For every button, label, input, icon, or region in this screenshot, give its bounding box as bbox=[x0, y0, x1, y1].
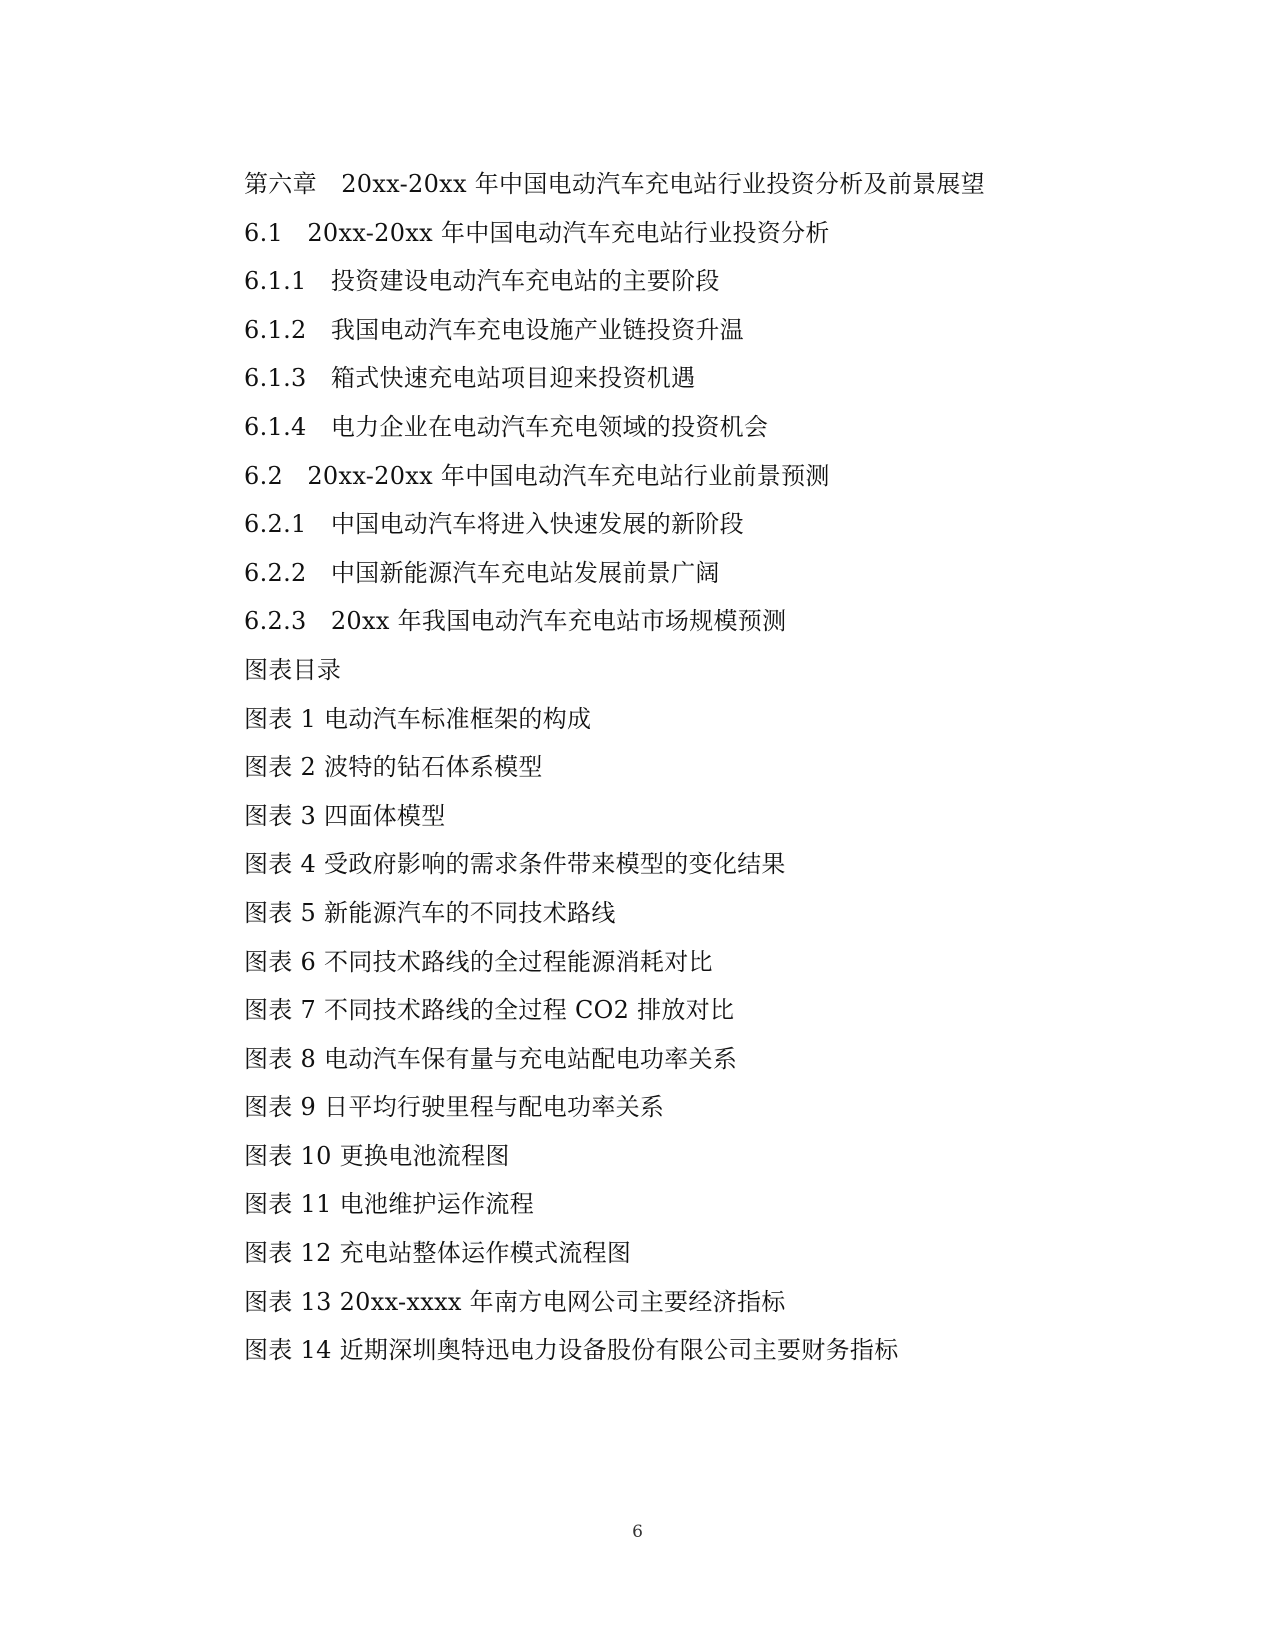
figure-list-heading: 图表目录 bbox=[244, 655, 342, 684]
figure-list-item-9: 图表 9 日平均行驶里程与配电功率关系 bbox=[244, 1093, 665, 1122]
page-number: 6 bbox=[632, 1522, 643, 1542]
toc-section-6-2-2: 6.2.2 中国新能源汽车充电站发展前景广阔 bbox=[244, 558, 720, 587]
toc-section-6-1-3: 6.1.3 箱式快速充电站项目迎来投资机遇 bbox=[244, 364, 696, 393]
figure-list-item-14: 图表 14 近期深圳奥特迅电力设备股份有限公司主要财务指标 bbox=[244, 1336, 899, 1365]
figure-list-item-6: 图表 6 不同技术路线的全过程能源消耗对比 bbox=[244, 947, 713, 976]
toc-section-6-2-3: 6.2.3 20xx 年我国电动汽车充电站市场规模预测 bbox=[244, 607, 787, 636]
figure-list-item-10: 图表 10 更换电池流程图 bbox=[244, 1141, 510, 1170]
toc-section-6-1-2: 6.1.2 我国电动汽车充电设施产业链投资升温 bbox=[244, 315, 744, 344]
toc-chapter-6: 第六章 20xx-20xx 年中国电动汽车充电站行业投资分析及前景展望 bbox=[244, 170, 986, 198]
toc-section-6-1-1: 6.1.1 投资建设电动汽车充电站的主要阶段 bbox=[244, 267, 720, 296]
table-of-contents bbox=[244, 160, 1244, 1375]
figure-list-item-4: 图表 4 受政府影响的需求条件带来模型的变化结果 bbox=[244, 850, 786, 879]
toc-section-6-1: 6.1 20xx-20xx 年中国电动汽车充电站行业投资分析 bbox=[244, 218, 830, 247]
figure-list-item-13: 图表 13 20xx-xxxx 年南方电网公司主要经济指标 bbox=[244, 1287, 786, 1316]
toc-section-6-2-1: 6.2.1 中国电动汽车将进入快速发展的新阶段 bbox=[244, 510, 744, 539]
toc-section-6-1-4: 6.1.4 电力企业在电动汽车充电领域的投资机会 bbox=[244, 412, 769, 441]
figure-list-item-7: 图表 7 不同技术路线的全过程 CO2 排放对比 bbox=[244, 996, 735, 1025]
figure-list-item-8: 图表 8 电动汽车保有量与充电站配电功率关系 bbox=[244, 1044, 738, 1073]
figure-list-item-2: 图表 2 波特的钻石体系模型 bbox=[244, 753, 543, 782]
figure-list-item-3: 图表 3 四面体模型 bbox=[244, 801, 446, 830]
figure-list-item-11: 图表 11 电池维护运作流程 bbox=[244, 1190, 534, 1219]
figure-list-item-12: 图表 12 充电站整体运作模式流程图 bbox=[244, 1239, 632, 1268]
figure-list-item-1: 图表 1 电动汽车标准框架的构成 bbox=[244, 704, 592, 733]
figure-list-item-5: 图表 5 新能源汽车的不同技术路线 bbox=[244, 898, 616, 927]
toc-section-6-2: 6.2 20xx-20xx 年中国电动汽车充电站行业前景预测 bbox=[244, 461, 830, 490]
